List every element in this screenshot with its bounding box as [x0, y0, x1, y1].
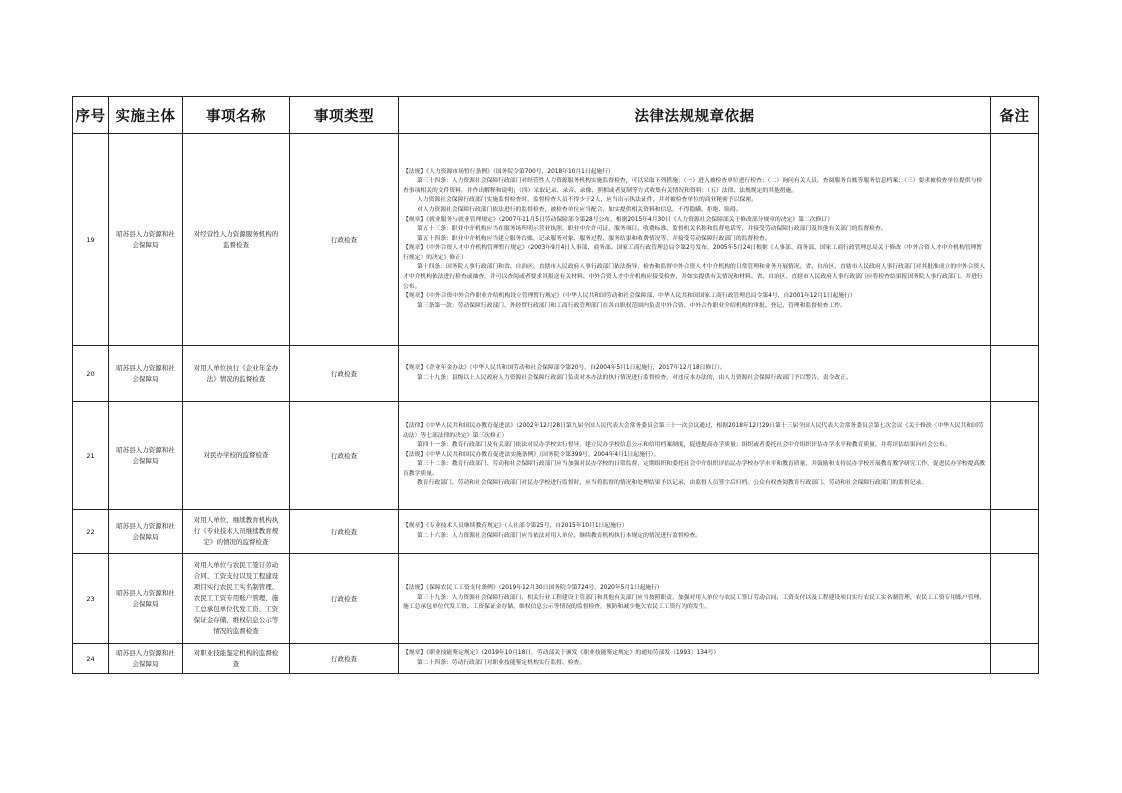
- row-remark: [991, 644, 1039, 674]
- row-index: 21: [73, 402, 109, 510]
- basis-paragraph: 人力资源社会保障行政部门实施监督检查时，监督检查人员不得少于2人，应当出示执法证件，并对被检查单位的商业秘密予以保密。: [417, 197, 757, 204]
- basis-paragraph: 第二十四条：劳动行政部门对职业技能鉴定机构实行监督、检查。: [417, 659, 586, 666]
- row-basis: [399, 346, 991, 402]
- row-type: 行政检查: [290, 554, 399, 644]
- row-entity: 昭苏县人力资源和社会保障局: [109, 402, 183, 510]
- table-row: [73, 346, 1039, 402]
- row-name: 对民办学校的监督检查: [183, 402, 290, 510]
- header-index: 序号: [73, 97, 109, 134]
- row-remark: [991, 402, 1039, 510]
- row-entity: 昭苏县人力资源和社会保障局: [109, 644, 183, 674]
- basis-paragraph: 第二十九条：县级以上人民政府人力资源社会保障行政部门负责对本办法的执行情况进行监督检查，对违反本办法的，由人力资源社会保障行政部门予以警告，责令改正。: [417, 374, 852, 381]
- basis-paragraph: 【规章】《就业服务与就业管理规定》（2007年11月5日劳动保障部令第28号公布，根据2015年4月30日《人力资源社会保障部关于修改部分规章的决定》第二次修订）: [403, 216, 834, 223]
- basis-paragraph: 第三十九条：人力资源社会保障行政部门、相关行业工程建设主管部门和其他有关部门应当按照职责，加强对用人单位与农民工签订劳动合同、工资支付以及工程建设项目实行农民工实名制管理、农民工工资专用账户管理、施工总承包单位代发工资、工资保证金存储、维权信息公示等情况的监督检查，预防和减少拖欠农民工工资行为的发生。: [403, 594, 986, 611]
- header-basis: 法律法规规章依据: [399, 97, 991, 134]
- row-basis: [399, 134, 991, 346]
- header-type: 事项类型: [290, 97, 399, 134]
- table-row: [73, 644, 1039, 674]
- row-type: 行政检查: [290, 644, 399, 674]
- row-basis: [399, 554, 991, 644]
- regulation-table: [72, 96, 1039, 674]
- basis-paragraph: 【法规】《人力资源市场暂行条例》（国务院令第700号，2018年10月1日起施行）: [403, 168, 614, 175]
- row-entity: 昭苏县人力资源和社会保障局: [109, 554, 183, 644]
- basis-paragraph: 【规章】《中外合资人才中介机构管理暂行规定》（2003年9月4日人事部、商务部、国家工商行政管理总局令第2号发布，2005年5月24日根据《人事部、商务部、国家工商行政管理总局关于修改〈中外合资人才中介机构管理暂行规定〉的决定》修正）: [403, 245, 983, 261]
- row-entity: 昭苏县人力资源和社会保障局: [109, 510, 183, 554]
- row-basis: [399, 644, 991, 674]
- row-name: 对用人单位执行《企业年金办法》情况的监督检查: [183, 346, 290, 402]
- header-remark: 备注: [991, 97, 1039, 134]
- row-name: 对用人单位、继续教育机构执行《专业技术人员继续教育规定》的情况的监督检查: [183, 510, 290, 554]
- row-name: 对职业技能鉴定机构的监督检查: [183, 644, 290, 674]
- row-remark: [991, 346, 1039, 402]
- row-type: 行政检查: [290, 346, 399, 402]
- row-remark: [991, 134, 1039, 346]
- row-basis: [399, 402, 991, 510]
- basis-paragraph: 第四十一条：教育行政部门及有关部门依法对民办学校实行督导，建立民办学校信息公示和信用档案制度，促进提高办学质量；组织或者委托社会中介组织评估办学水平和教育质量，并将评估结果向社会公布。: [417, 442, 951, 449]
- row-type: 行政检查: [290, 134, 399, 346]
- row-entity: 昭苏县人力资源和社会保障局: [109, 134, 183, 346]
- basis-paragraph: 【规章】《企业年金办法》（中华人民共和国劳动和社会保障部令第20号，自2004年5月1日起施行，2017年12月18日修订）。: [403, 364, 726, 371]
- row-type: 行政检查: [290, 510, 399, 554]
- basis-paragraph: 【规章】《职业技能鉴定规定》（2019年10月18日，劳动部关于颁发《职业技能鉴定规定》的通知劳部发〔1993〕134号）: [403, 649, 720, 656]
- row-index: 23: [73, 554, 109, 644]
- header-row: [73, 97, 1039, 134]
- basis-paragraph: 【法律】《中华人民共和国民办教育促进法》（2002年12月28日第九届全国人民代表大会常务委员会第三十一次会议通过，根据2018年12月29日第十三届全国人民代表大会常务委员会第七次会议《关于修改〈中华人民共和国劳动法〉等七部法律的决定》第三次修正）: [403, 422, 984, 439]
- basis-paragraph: 教育行政部门、劳动和社会保障行政部门对民办学校进行监督时，应当将监督的情况和处理结果予以记录，由监督人员签字后归档。公众有权查阅教育行政部门、劳动和社会保障行政部门的监督记录。: [417, 480, 928, 487]
- basis-paragraph: 第三条第一款：劳动保障行政部门、外经贸行政部门和工商行政管理部门在各自职权范围内负责中外合资、中外合作职业介绍机构的审批、登记、管理和监督检查工作。: [417, 302, 846, 309]
- row-entity: 昭苏县人力资源和社会保障局: [109, 346, 183, 402]
- basis-paragraph: 第三十四条：人力资源社会保障行政部门对经营性人力资源服务机构实施监督检查，可以采取下列措施：（一）进入被检查单位进行检查；（二）询问有关人员，查阅服务台账等服务信息档案；（三）要求被检查单位提供与检查事项相关的文件资料，并作出解释和说明；（四）采取记录、录音、录像、照相或者复制等方式收集有关情况和资料；（五）法律、法规规定的其他措施。: [403, 178, 983, 194]
- row-index: 22: [73, 510, 109, 554]
- row-name: 对经营性人力资源服务机构的监督检查: [183, 134, 290, 346]
- basis-paragraph: 第五十三条：职业中介机构应当在服务场所明示营业执照、职业中介许可证、服务项目、收费标准、监督机关名称和监督电话等，并接受劳动保障行政部门及其他有关部门的监督检查。: [417, 226, 887, 233]
- basis-paragraph: 【法规】《保障农民工工资支付条例》（2019年12月30日国务院令第724号，2020年5月1日起施行）: [403, 585, 663, 592]
- row-name: 对用人单位与农民工签订劳动合同、工资支付以及工程建设项目实行农民工实名制管理、农民工工资专用账户管理、施工总承包单位代发工资、工资保证金存储、维权信息公示等情况的监督检查: [183, 554, 290, 644]
- basis-paragraph: 第二十六条：人力资源社会保障行政部门应当依法对用人单位、继续教育机构执行本规定的情况进行监督检查。: [417, 532, 702, 539]
- header-entity: 实施主体: [109, 97, 183, 134]
- table-row: [73, 510, 1039, 554]
- row-type: 行政检查: [290, 402, 399, 510]
- row-basis: [399, 510, 991, 554]
- basis-paragraph: 第五十四条：职业中介机构应当建立服务台账，记录服务对象、服务过程、服务结果和收费情况等，并接受劳动保障行政部门的监督检查。: [417, 235, 771, 242]
- table-row: [73, 554, 1039, 644]
- table-row: [73, 134, 1039, 346]
- row-index: 20: [73, 346, 109, 402]
- row-index: 19: [73, 134, 109, 346]
- row-index: 24: [73, 644, 109, 674]
- row-remark: [991, 510, 1039, 554]
- basis-paragraph: 第三十二条：教育行政部门、劳动和社会保障行政部门应当加强对民办学校的日常监督，定期组织和委托社会中介组织评估民办学校办学水平和教育质量，并鼓励和支持民办学校开展教育教学研究工作，促进民办学校提高教育教学质量。: [403, 461, 986, 477]
- basis-paragraph: 【规章】《专业技术人员继续教育规定》（人社部令第25号，自2015年10月1日起施行）: [403, 522, 628, 529]
- basis-paragraph: 【规章】《中外合资中外合作职业介绍机构设立管理暂行规定》（中华人民共和国劳动和社会保障部、中华人民共和国国家工商行政管理总局令第4号，自2001年12月1日起施行）: [403, 293, 856, 300]
- table-row: [73, 402, 1039, 510]
- basis-paragraph: 【法规】《中华人民共和国民办教育促进法实施条例》（国务院令第399号，2004年4月1日起施行）。: [403, 451, 660, 458]
- header-name: 事项名称: [183, 97, 290, 134]
- row-remark: [991, 554, 1039, 644]
- basis-paragraph: 对人力资源社会保障行政部门依法进行的监督检查，被检查单位应当配合，如实提供相关资料和信息，不得隐瞒、拒绝、阻碍。: [417, 206, 742, 213]
- basis-paragraph: 第十四条：国务院人事行政部门和省、自治区、直辖市人民政府人事行政部门依法指导、检查和监督中外合资人才中介机构的日常管理和业务开展情况。省、自治区、直辖市人民政府人事行政部门对其批准成立的中外合资人才中介机构依法进行检查或抽查，并可以查阅或者要求其报送有关材料。中外合资人才中介机构应接受检查，并如实提供有关情况和材料。省、自治区、直辖市人民政府人事行政部门应将检查结果报国务院人事行政部门。并进行公布。: [403, 264, 986, 290]
